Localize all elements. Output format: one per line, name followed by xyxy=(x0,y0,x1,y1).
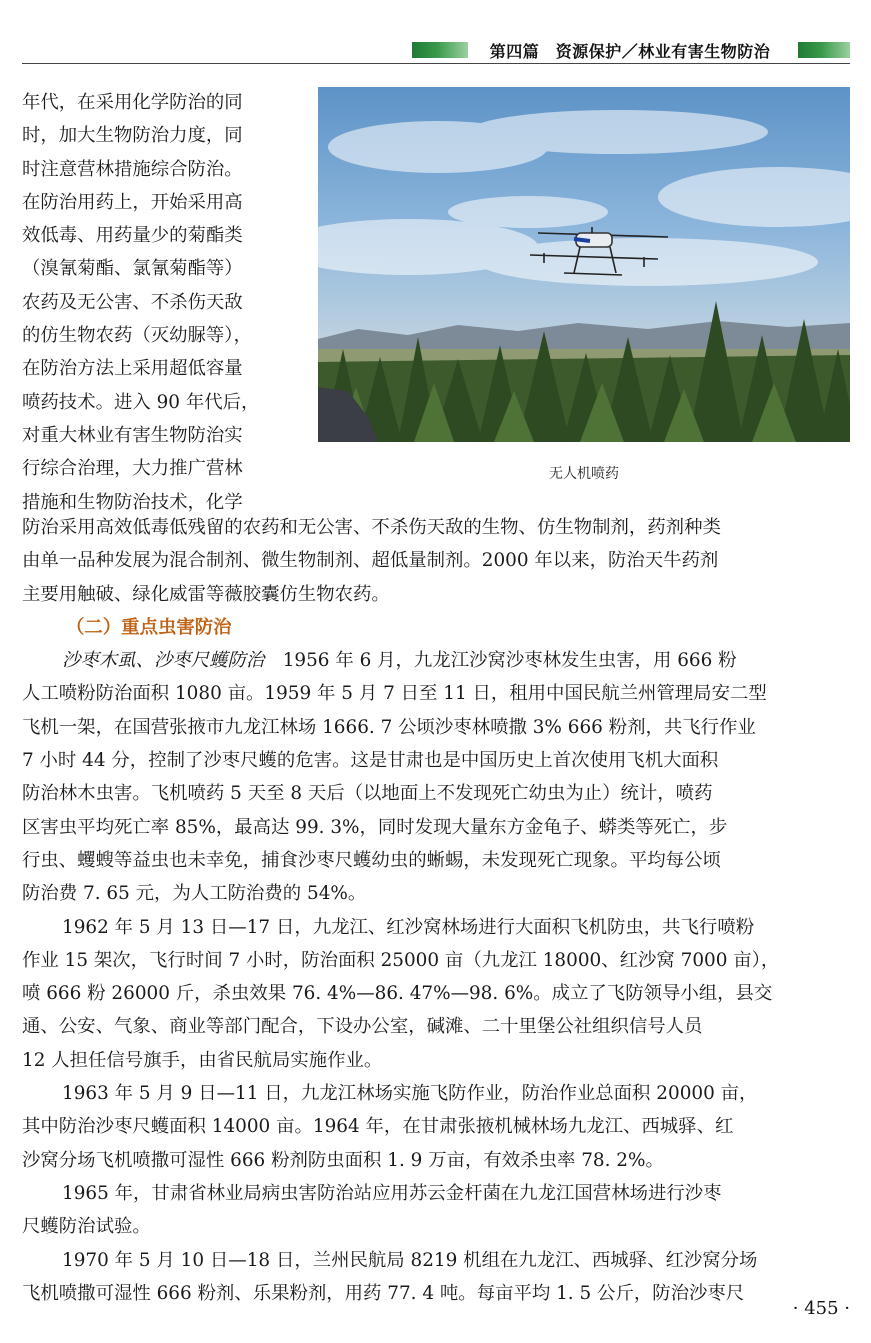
section-heading: （二）重点虫害防治 xyxy=(66,616,232,638)
text-line: 效低毒、用药量少的菊酯类 xyxy=(22,225,243,247)
text-line: 1962 年 5 月 13 日—17 日，九龙江、红沙窝林场进行大面积飞机防虫，共飞行喷粉 xyxy=(62,916,755,938)
text-line: 行虫、蠼螋等益虫也未幸免，捕食沙枣尺蠖幼虫的蜥蜴，未发现死亡现象。平均每公顷 xyxy=(22,849,721,871)
text-line: 区害虫平均死亡率 85%，最高达 99. 3%，同时发现大量东方金龟子、蟒类等死亡，步 xyxy=(22,816,728,838)
text-line: 行综合治理，大力推广营林 xyxy=(22,458,243,480)
page-number: · 455 · xyxy=(792,1298,850,1319)
header-green-bar-left xyxy=(412,42,468,58)
text-line: 防治采用高效低毒低残留的农药和无公害、不杀伤天敌的生物、仿生物制剂，药剂种类 xyxy=(22,517,721,538)
text-line: 措施和生物防治技术，化学 xyxy=(22,491,243,513)
photo-caption: 无人机喷药 xyxy=(549,466,619,482)
text-line: 在防治用药上，开始采用高 xyxy=(22,191,243,213)
text-span: 1956 年 6 月，九龙江沙窝沙枣林发生虫害，用 666 粉 xyxy=(264,650,737,672)
text-line: 通、公安、气象、商业等部门配合，下设办公室，碱滩、二十里堡公社组织信号人员 xyxy=(22,1016,703,1038)
text-line: 沙窝分场飞机喷撒可湿性 666 粉剂防虫面积 1. 9 万亩，有效杀虫率 78. 2%。 xyxy=(22,1149,664,1171)
text-line: 7 小时 44 分，控制了沙枣尺蠖的危害。这是甘肃也是中国历史上首次使用飞机大面积 xyxy=(22,750,719,772)
text-line: 时注意营林措施综合防治。 xyxy=(22,158,243,180)
text-line: 喷 666 粉 26000 斤，杀虫效果 76. 4%—86. 47%—98. 6%。成立了飞防领导小组，县交 xyxy=(22,983,773,1005)
text-line: 主要用触破、绿化威雷等薇胶囊仿生物农药。 xyxy=(22,583,390,605)
paragraph-first-line xyxy=(22,644,850,677)
text-line: 的仿生物农药（灭幼脲等）， xyxy=(22,325,252,347)
drone-spraying-photo xyxy=(318,87,850,442)
text-line: 飞机一架，在国营张掖市九龙江林场 1666. 7 公顷沙枣林喷撒 3% 666 粉剂，共飞行作业 xyxy=(22,716,756,738)
text-line: 其中防治沙枣尺蠖面积 14000 亩。1964 年，在甘肃张掖机械林场九龙江、西城驿、红 xyxy=(22,1116,734,1138)
text-line: 尺蠖防治试验。 xyxy=(22,1216,151,1238)
text-line: 对重大林业有害生物防治实 xyxy=(22,424,243,446)
header-title: 第四篇 资源保护／林业有害生物防治 xyxy=(489,41,771,61)
text-line: 在防治方法上采用超低容量 xyxy=(22,358,243,380)
text-line: 农药及无公害、不杀伤天敌 xyxy=(22,291,243,313)
text-line: 人工喷粉防治面积 1080 亩。1959 年 5 月 7 日至 11 日，租用中国民航兰州管理局安二型 xyxy=(22,683,767,705)
text-line: 12 人担任信号旗手，由省民航局实施作业。 xyxy=(22,1049,383,1071)
body-text xyxy=(22,511,850,1310)
header-rule xyxy=(22,63,850,64)
running-header xyxy=(412,40,850,60)
text-line: 1965 年，甘肃省林业局病虫害防治站应用苏云金杆菌在九龙江国营林场进行沙枣 xyxy=(62,1182,722,1204)
text-line: 1963 年 5 月 9 日—11 日，九龙江林场实施飞防作业，防治作业总面积 20000 亩， xyxy=(62,1083,758,1105)
text-line: 由单一品种发展为混合制剂、微生物制剂、超低量制剂。2000 年以来，防治天牛药剂 xyxy=(22,550,719,572)
text-line: 喷药技术。进入 90 年代后， xyxy=(22,391,260,413)
text-line: 时，加大生物防治力度，同 xyxy=(22,125,243,147)
header-green-bar-right xyxy=(798,42,850,58)
text-line: （溴氰菊酯、氯氰菊酯等） xyxy=(22,258,243,280)
text-line: 作业 15 架次，飞行时间 7 小时，防治面积 25000 亩（九龙江 18000、红沙窝 7000 亩）， xyxy=(22,949,780,971)
text-line: 防治费 7. 65 元，为人工防治费的 54%。 xyxy=(22,883,367,905)
text-line: 飞机喷撒可湿性 666 粉剂、乐果粉剂，用药 77. 4 吨。每亩平均 1. 5 公斤，防治沙枣尺 xyxy=(22,1282,745,1304)
text-line: 防治林木虫害。飞机喷药 5 天至 8 天后（以地面上不发现死亡幼虫为止）统计，喷药 xyxy=(22,783,713,805)
text-line: 1970 年 5 月 10 日—18 日，兰州民航局 8219 机组在九龙江、西城驿、红沙窝分场 xyxy=(62,1249,758,1271)
wrapped-text-column xyxy=(22,86,300,519)
photo-illustration xyxy=(318,87,850,442)
text-line: 年代，在采用化学防治的同 xyxy=(22,92,243,113)
run-in-heading: 沙枣木虱、沙枣尺蠖防治 xyxy=(62,650,265,672)
